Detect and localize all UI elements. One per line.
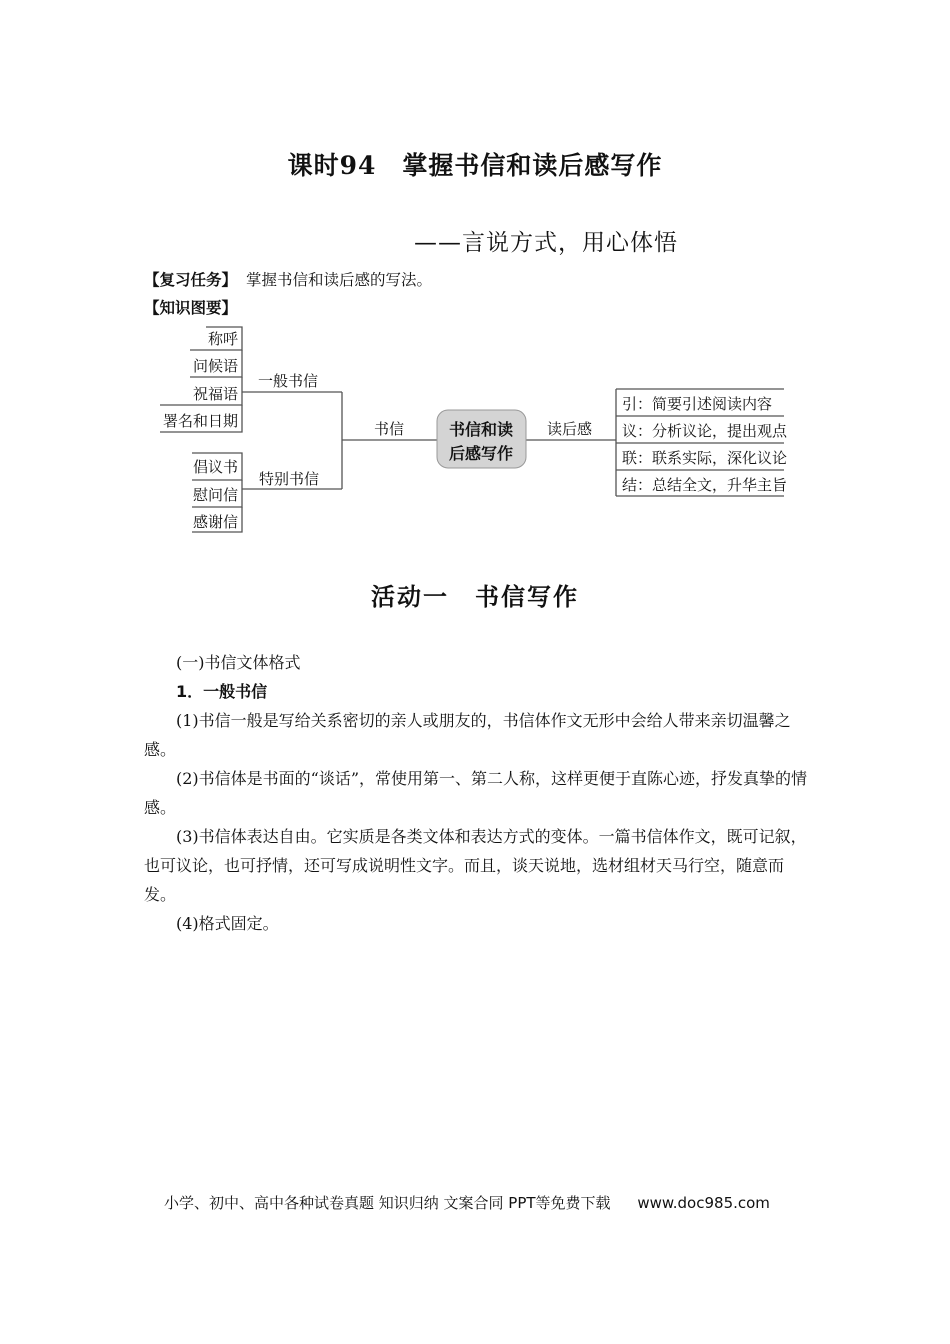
- knowledge-mind-map: [0, 0, 950, 560]
- knowledge-map-label: 【知识图要】: [144, 299, 238, 317]
- review-item: 联：联系实际，深化议论: [622, 449, 788, 467]
- review-item: 引：简要引述阅读内容: [622, 395, 773, 413]
- center-node-line-2: 后感写作: [448, 444, 514, 463]
- footer: [164, 1192, 770, 1213]
- review-item: 结：总结全文，升华主旨: [622, 476, 788, 494]
- general-item: 署名和日期: [162, 412, 238, 430]
- activity-title: 活动一 书信写作: [371, 583, 579, 611]
- general-item: 问候语: [192, 357, 238, 375]
- special-item: 倡议书: [192, 458, 238, 476]
- paragraph: (4)格式固定。: [176, 914, 279, 933]
- review-task-label: 【复习任务】: [144, 271, 238, 289]
- page-subtitle: ——言说方式，用心体悟: [414, 230, 678, 256]
- branch-review: 读后感: [547, 420, 593, 438]
- footer-url[interactable]: www.doc985.com: [637, 1194, 770, 1212]
- special-letter-label: 特别书信: [259, 470, 320, 488]
- paragraph: (3)书信体表达自由。它实质是各类文体和表达方式的变体。一篇书信体作文，既可记叙，也可议论，也可抒情，还可写成说明性文字。而且，谈天说地，选材组材天马行空，随意而发。: [144, 827, 807, 904]
- special-item: 慰问信: [192, 486, 238, 504]
- branch-letter: 书信: [374, 420, 405, 438]
- general-letter-label: 一般书信: [258, 372, 319, 390]
- section-heading: (一)书信文体格式: [176, 653, 301, 672]
- center-node-line-1: 书信和读: [448, 420, 514, 439]
- special-item: 感谢信: [192, 513, 238, 531]
- review-item: 议：分析议论，提出观点: [622, 422, 788, 440]
- paragraph: (1)书信一般是写给关系密切的亲人或朋友的，书信体作文无形中会给人带来亲切温馨之感。: [144, 711, 791, 759]
- general-item: 称呼: [207, 330, 238, 348]
- footer-text: 小学、初中、高中各种试卷真题 知识归纳 文案合同 PPT等免费下载: [164, 1194, 611, 1212]
- subheading: 1．一般书信: [176, 682, 268, 701]
- paragraph: (2)书信体是书面的“谈话”，常使用第一、第二人称，这样更便于直陈心迹，抒发真挚的情感。: [144, 769, 808, 817]
- page-title: 课时94 掌握书信和读后感写作: [287, 151, 663, 180]
- body-text: [144, 648, 808, 938]
- review-task-text: 掌握书信和读后感的写法。: [245, 271, 432, 289]
- general-item: 祝福语: [192, 385, 238, 403]
